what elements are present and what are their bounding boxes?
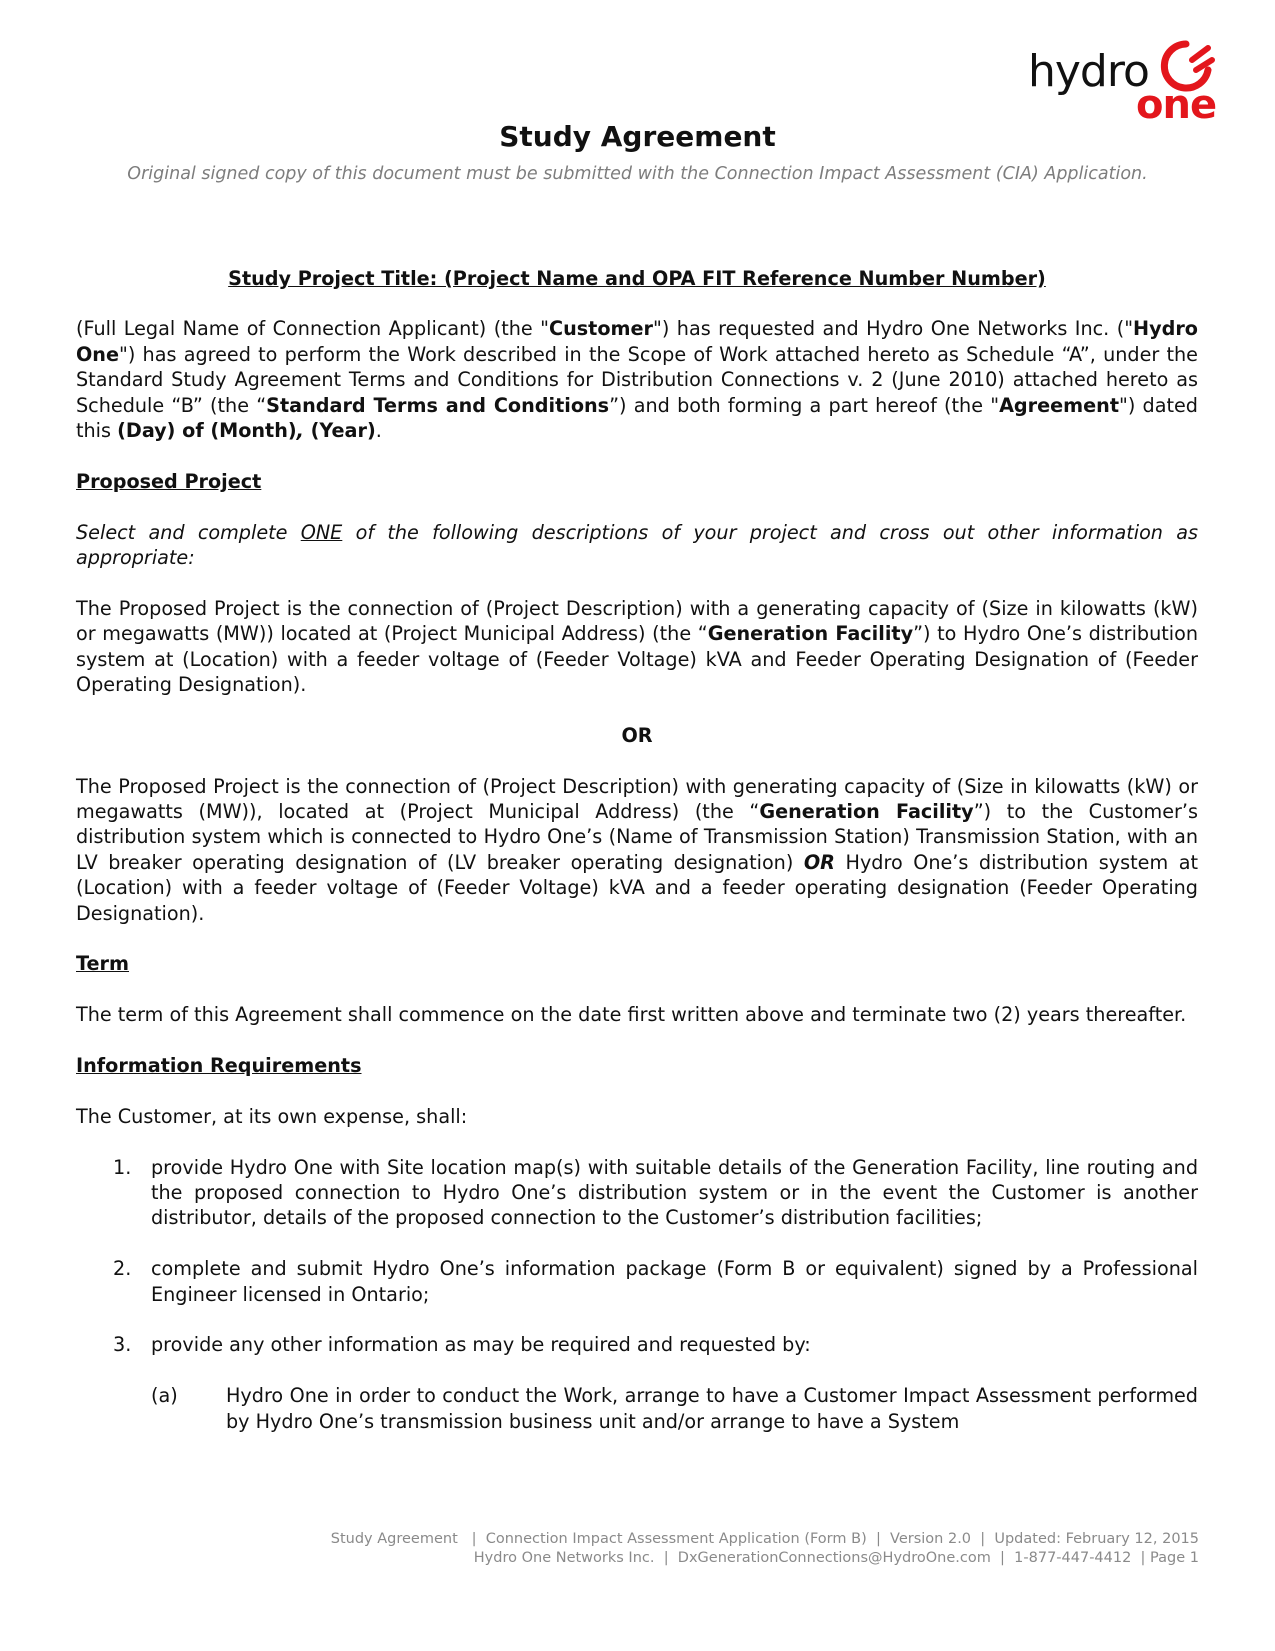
customer-term: Customer bbox=[549, 317, 654, 341]
list-item-text: provide any other information as may be required and requested by: bbox=[151, 1333, 811, 1357]
or-separator: OR bbox=[621, 723, 653, 747]
standard-terms-term: Standard Terms and Conditions bbox=[266, 393, 610, 417]
option-text: ”) to the Customer’s distribution system which is connected to Hydro One’s (Name of Transmission Station) Transmission Station, with an LV breaker operating designation of (LV breaker operating designation) bbox=[76, 800, 1198, 874]
date-placeholder: (Day) of (Month) bbox=[117, 419, 297, 443]
intro-text: (Full Legal Name of Connection Applicant) (the " bbox=[76, 317, 550, 341]
or-inline: OR bbox=[803, 850, 835, 874]
intro-text: ") has requested and Hydro One Networks Inc. (" bbox=[653, 317, 1134, 341]
section-heading-proposed-project: Proposed Project bbox=[76, 469, 262, 493]
study-project-title: Study Project Title: (Project Name and OPA FIT Reference Number Number) bbox=[228, 267, 1046, 290]
intro-text: ") dated this bbox=[76, 393, 1198, 443]
intro-paragraph bbox=[76, 316, 1198, 443]
list-item-text: provide Hydro One with Site location map(s) with suitable details of the Generation Facility, line routing and the proposed connection to Hydro One’s distribution system or in the event the Customer is another distributor, details of the proposed connection to the Customer’s distribution facilities; bbox=[151, 1155, 1198, 1230]
proposed-project-instruction bbox=[76, 520, 1198, 571]
document-subtitle: Original signed copy of this document must be submitted with the Connection Impact Assessment (CIA) Application. bbox=[127, 164, 1148, 184]
instruction-emphasis: ONE bbox=[300, 520, 343, 544]
hydro-one-term: Hydro One bbox=[76, 317, 1198, 366]
intro-text: , bbox=[296, 419, 311, 443]
year-placeholder: (Year) bbox=[310, 419, 376, 443]
term-paragraph: The term of this Agreement shall commence on the date first written above and terminate two (2) years thereafter. bbox=[76, 1003, 1187, 1027]
sub-list-item bbox=[76, 1383, 1198, 1434]
list-item bbox=[76, 1256, 1198, 1307]
intro-text: ”) and both forming a part hereof (the " bbox=[609, 393, 1000, 417]
option-text: Hydro One’s distribution system at (Location) with a feeder voltage of (Feeder Voltage) kVA and a feeder operating designation (Feeder Operating Designation). bbox=[76, 850, 1199, 925]
option-text: The Proposed Project is the connection of (Project Description) with generating capacity of (Size in kilowatts (kW) or megawatts (MW)), located at (Project Municipal Address) (the “ bbox=[76, 774, 1198, 824]
list-number: 3. bbox=[113, 1333, 132, 1357]
list-number: 1. bbox=[113, 1155, 132, 1179]
option-text: The Proposed Project is the connection of (Project Description) with a generating capacity of (Size in kilowatts (kW) or megawatts (MW)) located at (Project Municipal Address) (the “ bbox=[76, 596, 1198, 646]
intro-text: . bbox=[375, 419, 382, 443]
list-item-text: complete and submit Hydro One’s information package (Form B or equivalent) signed by a Professional Engineer licensed in Ontario; bbox=[151, 1257, 1198, 1306]
page-footer bbox=[331, 1530, 1199, 1567]
requirements-list bbox=[76, 1155, 1198, 1358]
list-item bbox=[76, 1332, 1198, 1357]
instruction-text: of the following descriptions of your project and cross out other information as appropriate: bbox=[76, 520, 1198, 570]
intro-text: ") has agreed to perform the Work described in the Scope of Work attached hereto as Schedule “A”, under the Standard Study Agreement Terms and Conditions for Distribution Connections v. 2 (June 2010) attached hereto as Schedule “B” (the “ bbox=[76, 342, 1198, 417]
sub-list-item-text: Hydro One in order to conduct the Work, arrange to have a Customer Impact Assessment performed by Hydro One’s transmission business unit and/or arrange to have a System bbox=[226, 1384, 1198, 1433]
generation-facility-term: Generation Facility bbox=[759, 800, 974, 824]
hydro-one-logo bbox=[1028, 36, 1218, 132]
document-title: Study Agreement bbox=[499, 120, 776, 153]
instruction-text: Select and complete bbox=[76, 520, 301, 544]
list-item bbox=[76, 1155, 1198, 1231]
hydro-one-swirl-icon bbox=[1156, 36, 1218, 98]
section-heading-information-requirements: Information Requirements bbox=[76, 1054, 362, 1078]
section-heading-term: Term bbox=[76, 952, 130, 976]
list-number: 2. bbox=[113, 1257, 132, 1281]
agreement-term: Agreement bbox=[999, 393, 1119, 417]
document-body bbox=[76, 266, 1198, 1434]
generation-facility-term: Generation Facility bbox=[707, 622, 914, 646]
project-option-2 bbox=[76, 774, 1198, 926]
footer-line-1: Study Agreement | Connection Impact Assessment Application (Form B) | Version 2.0 | Updated: February 12, 2015 bbox=[330, 1531, 1199, 1547]
logo-word-one: one bbox=[1136, 82, 1217, 128]
logo-word-hydro: hydro bbox=[1028, 46, 1149, 97]
option-text: ”) to Hydro One’s distribution system at (Location) with a feeder voltage of (Feeder Voltage) kVA and Feeder Operating Designation of (Feeder Operating Designation). bbox=[76, 622, 1198, 697]
footer-line-2: Hydro One Networks Inc. | DxGenerationConnections@HydroOne.com | 1-877-447-4412 | Page 1 bbox=[473, 1549, 1199, 1566]
sub-list-number: (a) bbox=[151, 1384, 178, 1408]
project-option-1 bbox=[76, 596, 1198, 698]
requirements-lead: The Customer, at its own expense, shall: bbox=[76, 1104, 468, 1128]
